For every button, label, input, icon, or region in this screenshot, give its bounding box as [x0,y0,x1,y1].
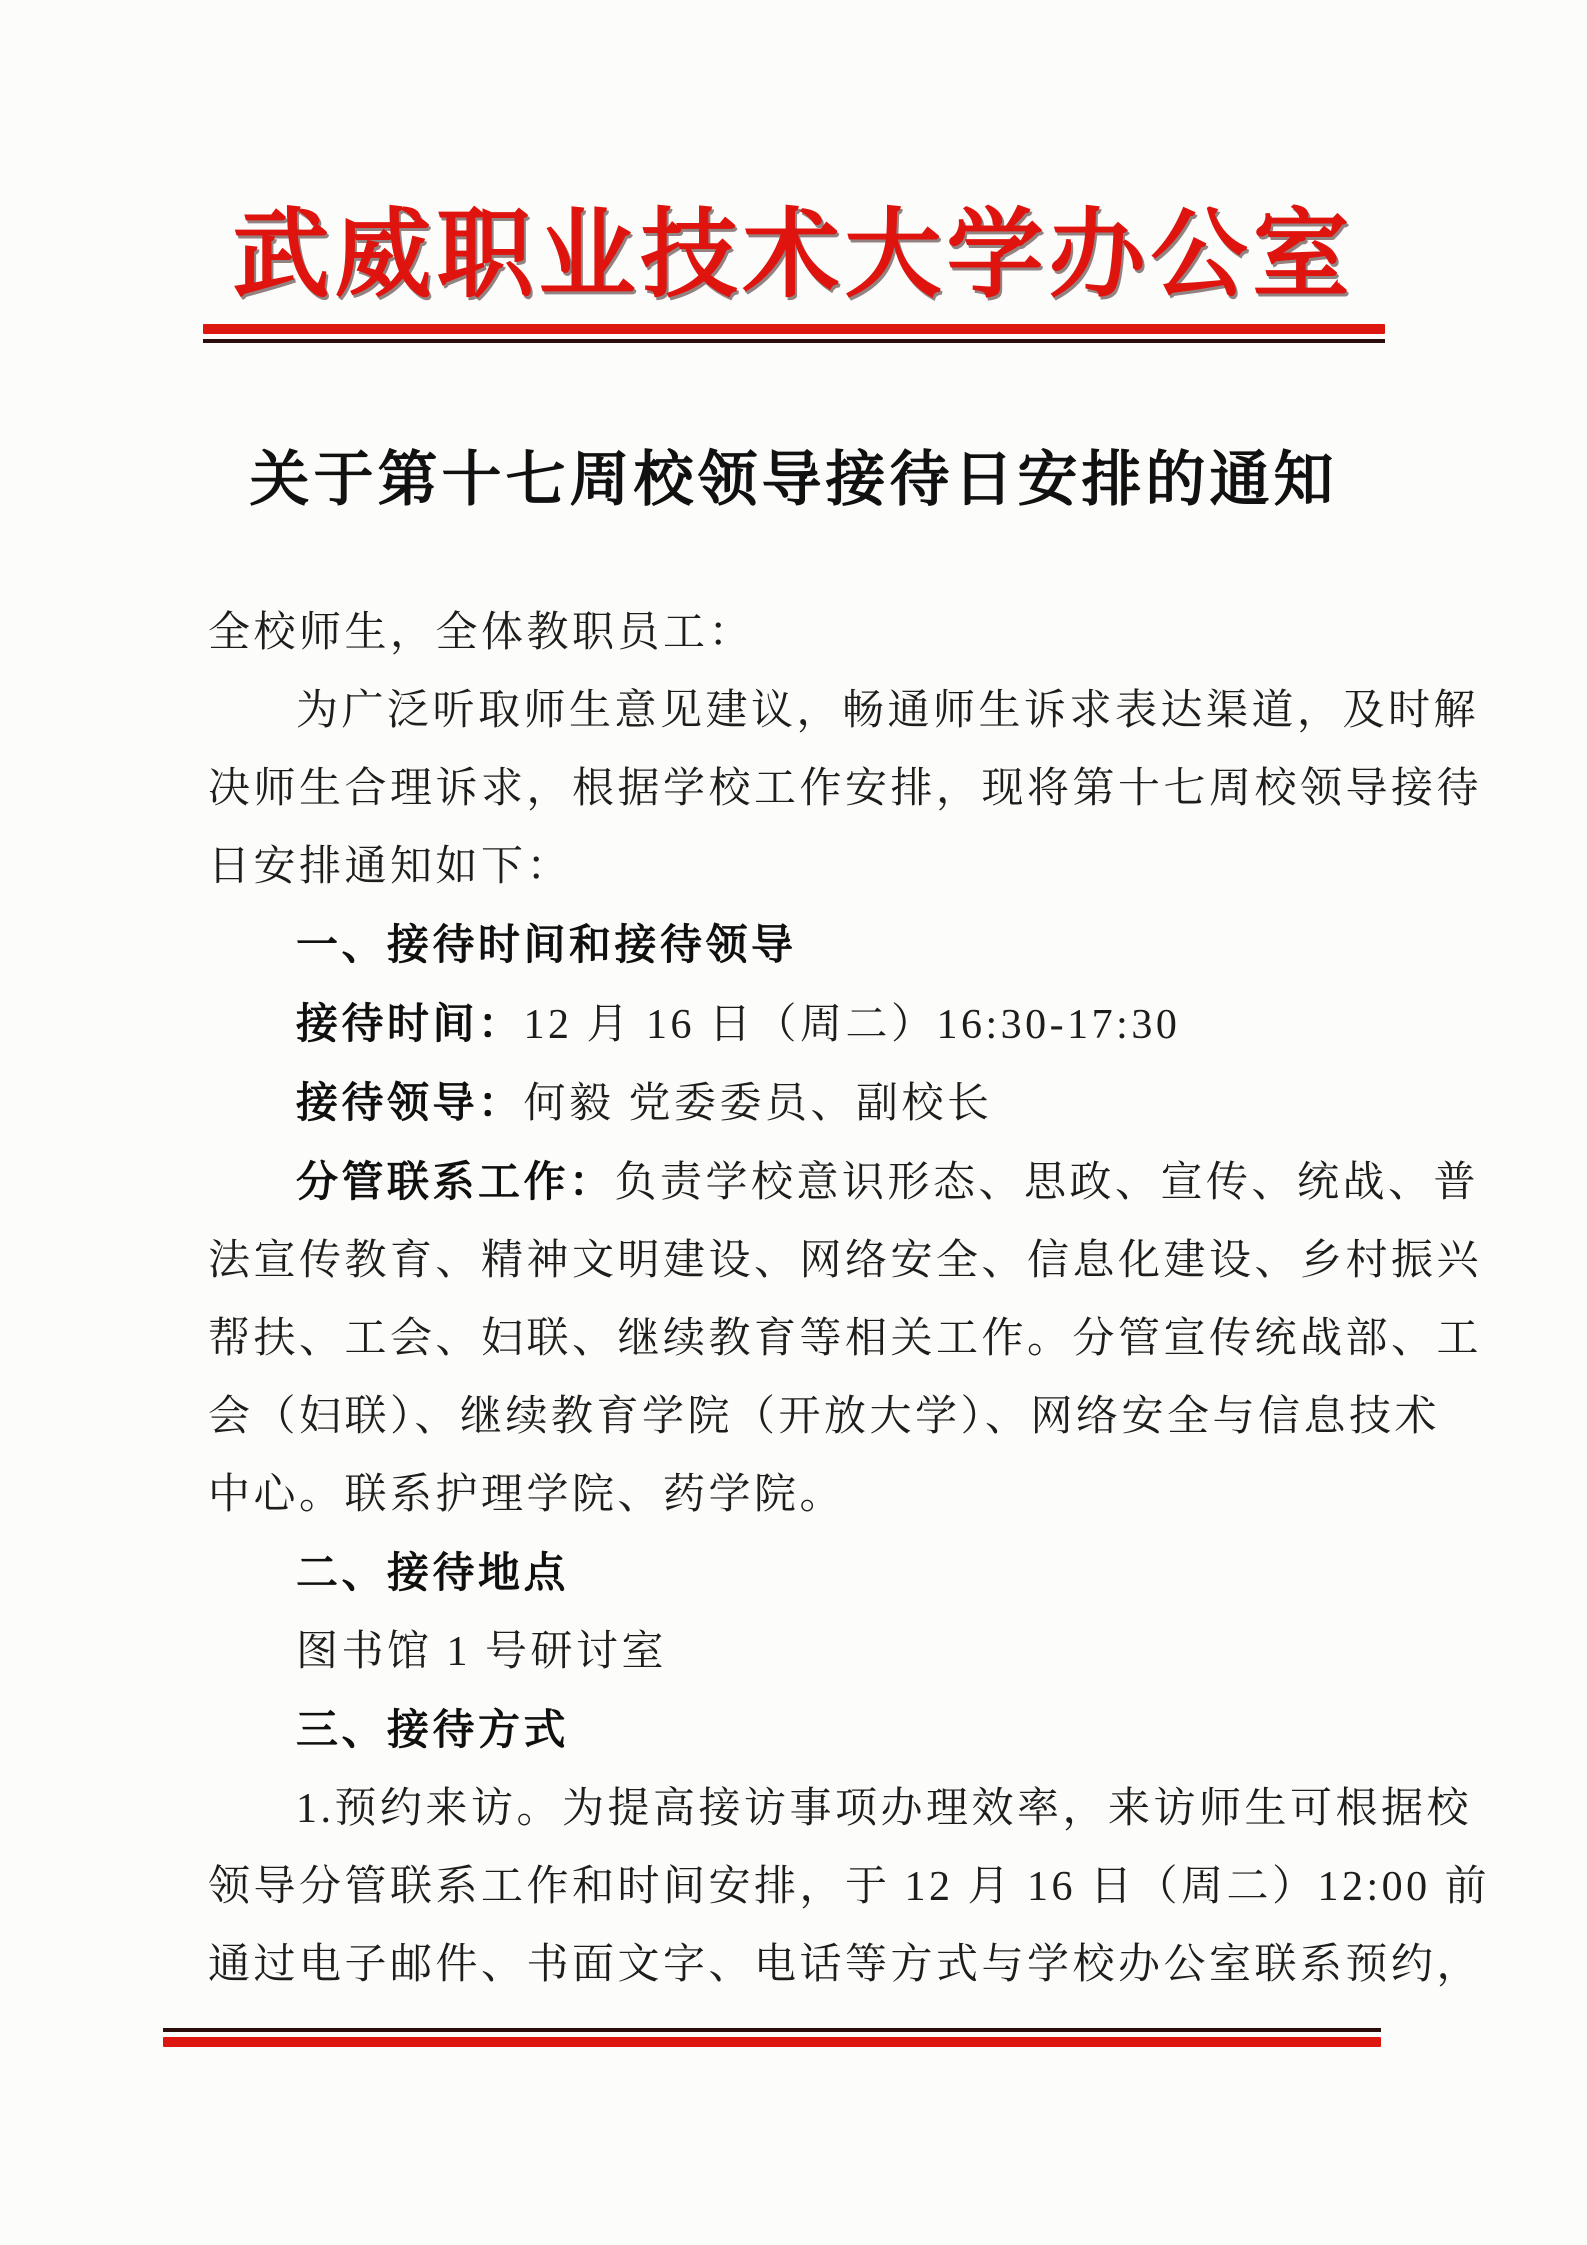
letterhead-separator [203,324,1385,343]
body-line [208,1456,1468,1534]
body-line-text-segment: 图书馆 1 号研讨室 [296,1629,668,1675]
body-line-text-segment: 会（妇联）、继续教育学院（开放大学）、网络安全与信息技术 [208,1394,1441,1440]
notice-title: 关于第十七周校领导接待日安排的通知 [249,447,1338,513]
body-line-text-segment: 12 月 16 日（周二）16:30-17:30 [523,1002,1181,1048]
body-line-text-segment: 何毅 党委委员、副校长 [523,1081,993,1127]
letterhead-separator-thick-line [203,324,1385,334]
footer-separator-thick-line [163,2037,1381,2047]
body-line-text-segment: 法宣传教育、精神文明建设、网络安全、信息化建设、乡村振兴 [208,1238,1483,1284]
body-line-text-segment: 负责学校意识形态、思政、宣传、统战、普 [614,1160,1480,1206]
footer-separator [163,2028,1381,2047]
body-line [208,1770,1473,1848]
body-line-text-segment: 中心。联系护理学院、药学院。 [208,1472,846,1518]
body-line [208,672,1480,750]
body-line [208,1300,1483,1378]
body-line-text-segment: 为广泛听取师生意见建议，畅通师生诉求表达渠道，及时解 [296,688,1480,734]
body-line-bold-segment: 分管联系工作： [296,1158,615,1205]
letterhead-separator-thin-line [203,339,1385,343]
body-line [208,1534,1468,1613]
body-line-bold-segment: 接待时间： [296,1000,524,1047]
body-line [208,1222,1483,1300]
body-line-bold-segment: 接待领导： [296,1079,524,1126]
body-line-text-segment: 1.预约来访。为提高接访事项办理效率，来访师生可根据校 [296,1786,1473,1832]
body-line [208,828,1468,906]
body-line [208,1613,1468,1691]
body-line [208,1064,1468,1143]
body-line-text-segment: 日安排通知如下： [208,844,573,890]
body-line [208,985,1468,1064]
footer-separator-thin-line [163,2028,1381,2032]
body-line [208,1378,1468,1456]
body-line-text-segment: 通过电子邮件、书面文字、电话等方式与学校办公室联系预约， [208,1942,1483,1988]
body-line [208,750,1483,828]
body-line-text-segment: 领导分管联系工作和时间安排，于 12 月 16 日（周二）12:00 前 [208,1864,1491,1910]
letterhead-org-name: 武威职业技术大学办公室 [232,202,1355,309]
body-line [208,594,1468,672]
body-line [208,906,1468,985]
body-line-bold-segment: 一、接待时间和接待领导 [296,921,797,968]
body-line [208,1848,1491,1926]
body-line [208,1926,1483,2004]
notice-body [208,594,1491,2004]
body-line-text-segment: 帮扶、工会、妇联、继续教育等相关工作。分管宣传统战部、工 [208,1316,1483,1362]
body-line-bold-segment: 二、接待地点 [296,1549,570,1596]
body-line-text-segment: 决师生合理诉求，根据学校工作安排，现将第十七周校领导接待 [208,766,1483,812]
body-line [208,1691,1468,1770]
body-line-bold-segment: 三、接待方式 [296,1706,570,1753]
body-line [208,1143,1480,1222]
body-line-text-segment: 全校师生，全体教职员工： [208,610,755,656]
